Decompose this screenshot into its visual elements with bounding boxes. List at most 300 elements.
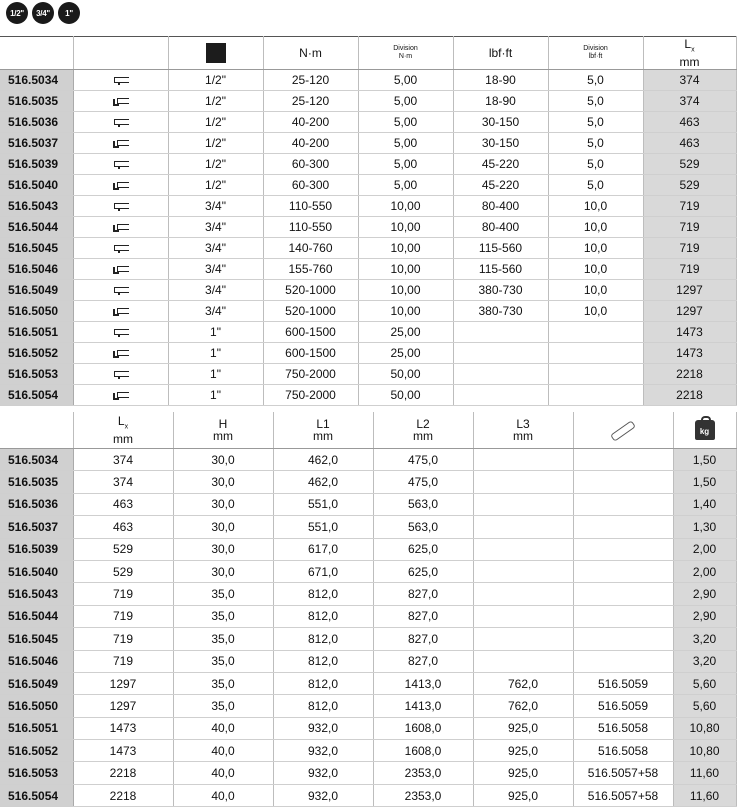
fixed-head-wrench-icon [113,328,129,338]
dimensions-table [0,412,737,807]
lbfft-range-cell: 115-560 [453,259,548,280]
length-cell: 719 [643,217,736,238]
pin-header [573,412,673,449]
l1-cell: 551,0 [273,493,373,515]
l3-cell: 762,0 [473,672,573,694]
division-nm-cell: 5,00 [358,175,453,196]
table-row [0,672,736,694]
code-cell: 516.5052 [0,740,73,762]
pin-cell [573,449,673,471]
division-lbfft-cell: 10,0 [548,196,643,217]
fixed-head-wrench-icon [113,160,129,170]
length-cell: 719 [73,605,173,627]
ratchet-head-wrench-icon [113,181,129,191]
code-cell: 516.5045 [0,628,73,650]
table-row [0,493,736,515]
weight-cell: 1,40 [673,493,736,515]
length-header: $L_x$ mm [643,37,736,70]
table-row [0,449,736,471]
l3-cell [473,650,573,672]
h-cell: 40,0 [173,762,273,784]
l1-cell: 462,0 [273,449,373,471]
table-row [0,238,736,259]
length-cell: 1473 [643,343,736,364]
table-row [0,471,736,493]
code-header [0,37,73,70]
table-row [0,762,736,784]
length-cell: 2218 [73,784,173,806]
length-cell: 1473 [643,322,736,343]
nm-range-cell: 40-200 [263,133,358,154]
l3-cell [473,493,573,515]
pin-cell [573,605,673,627]
lbfft-range-cell: 45-220 [453,154,548,175]
weight-cell: 3,20 [673,628,736,650]
length-cell: 529 [73,560,173,582]
drive-cell: 3/4" [168,259,263,280]
pin-icon [610,420,636,441]
table-row [0,583,736,605]
l3-cell [473,605,573,627]
weight-cell: 11,60 [673,762,736,784]
h-cell: 30,0 [173,538,273,560]
length-cell: 2218 [643,385,736,406]
fixed-head-wrench-icon [113,118,129,128]
division-nm-cell: 50,00 [358,364,453,385]
ratchet-head-wrench-icon [113,97,129,107]
type-cell [73,70,168,91]
nm-range-cell: 520-1000 [263,301,358,322]
l2-cell: 1608,0 [373,740,473,762]
table-row [0,628,736,650]
ratchet-head-wrench-icon [113,349,129,359]
table-row [0,560,736,582]
length-cell: 719 [643,238,736,259]
fixed-head-wrench-icon [113,244,129,254]
h-cell: 35,0 [173,583,273,605]
lbfft-range-cell: 30-150 [453,133,548,154]
weight-cell: 2,00 [673,538,736,560]
l3-cell [473,628,573,650]
length-cell: 1297 [643,301,736,322]
length-cell: 1473 [73,717,173,739]
lbfft-range-cell: 45-220 [453,175,548,196]
lbfft-range-cell [453,385,548,406]
lbfft-range-cell [453,364,548,385]
division-lbfft-cell: 5,0 [548,112,643,133]
pin-cell: 516.5058 [573,717,673,739]
table-row [0,385,736,406]
type-cell [73,112,168,133]
code-header [0,412,73,449]
length-cell: 374 [73,449,173,471]
fixed-head-wrench-icon [113,370,129,380]
length-cell: 1473 [73,740,173,762]
l1-cell: 932,0 [273,740,373,762]
type-cell [73,343,168,364]
l2-cell: 1413,0 [373,695,473,717]
table-row [0,70,736,91]
nm-range-cell: 40-200 [263,112,358,133]
fixed-head-wrench-icon [113,286,129,296]
table-row [0,650,736,672]
drive-cell: 1" [168,364,263,385]
type-cell [73,91,168,112]
type-cell [73,133,168,154]
code-cell: 516.5034 [0,449,73,471]
lbfft-range-cell: 80-400 [453,196,548,217]
table-row [0,784,736,806]
type-cell [73,238,168,259]
l2-cell: 475,0 [373,449,473,471]
pin-cell [573,560,673,582]
type-cell [73,301,168,322]
division-nm-cell: 5,00 [358,133,453,154]
h-cell: 35,0 [173,650,273,672]
table-row [0,717,736,739]
drive-cell: 1/2" [168,70,263,91]
division-lbfft-cell: 5,0 [548,91,643,112]
division-lbfft-cell: 5,0 [548,70,643,91]
division-nm-cell: 5,00 [358,91,453,112]
drive-cell: 3/4" [168,238,263,259]
division-lbfft-cell [548,385,643,406]
code-cell: 516.5043 [0,196,73,217]
pin-cell [573,493,673,515]
type-header [73,37,168,70]
l1-cell: 932,0 [273,762,373,784]
h-header: H mm [173,412,273,449]
type-cell [73,259,168,280]
l1-cell: 812,0 [273,672,373,694]
division-nm-cell: 5,00 [358,154,453,175]
division-lbfft-cell: 10,0 [548,217,643,238]
code-cell: 516.5036 [0,493,73,515]
nm-range-cell: 520-1000 [263,280,358,301]
h-cell: 40,0 [173,740,273,762]
h-cell: 35,0 [173,672,273,694]
l2-cell: 2353,0 [373,784,473,806]
length-cell: 463 [643,133,736,154]
ratchet-head-wrench-icon [113,307,129,317]
length-cell: 719 [73,650,173,672]
torque-specs-table [0,36,737,406]
length-cell: 463 [73,516,173,538]
code-cell: 516.5053 [0,762,73,784]
code-cell: 516.5035 [0,91,73,112]
length-cell: 374 [73,471,173,493]
l3-cell: 762,0 [473,695,573,717]
weight-cell: 1,50 [673,449,736,471]
nm-range-cell: 110-550 [263,217,358,238]
pin-cell [573,471,673,493]
nm-range-cell: 155-760 [263,259,358,280]
l3-cell: 925,0 [473,762,573,784]
table-row [0,91,736,112]
weight-kg-icon: kg [695,420,715,440]
square-drive-header [168,37,263,70]
l1-cell: 671,0 [273,560,373,582]
division-nm-header: Division N·m [358,37,453,70]
code-cell: 516.5054 [0,385,73,406]
code-cell: 516.5036 [0,112,73,133]
length-cell: 1297 [73,695,173,717]
length-cell: 463 [73,493,173,515]
drive-cell: 1/2" [168,91,263,112]
table-header-row [0,412,736,449]
code-cell: 516.5051 [0,717,73,739]
lbfft-range-cell: 380-730 [453,280,548,301]
h-cell: 30,0 [173,493,273,515]
code-cell: 516.5050 [0,695,73,717]
l3-cell: 925,0 [473,784,573,806]
table-row [0,280,736,301]
length-cell: 1297 [643,280,736,301]
code-cell: 516.5049 [0,672,73,694]
square-drive-icon [206,43,226,63]
length-cell: 374 [643,70,736,91]
ratchet-head-wrench-icon [113,139,129,149]
division-lbfft-cell: 10,0 [548,301,643,322]
l2-header: L2 mm [373,412,473,449]
table-row [0,322,736,343]
type-cell [73,175,168,196]
l1-cell: 812,0 [273,695,373,717]
length-cell: 719 [643,259,736,280]
l1-cell: 617,0 [273,538,373,560]
l1-cell: 812,0 [273,583,373,605]
pin-cell: 516.5059 [573,672,673,694]
code-cell: 516.5034 [0,70,73,91]
drive-size-badges [6,2,80,24]
h-cell: 35,0 [173,605,273,627]
weight-cell: 2,90 [673,605,736,627]
weight-header [673,412,736,449]
l3-cell [473,560,573,582]
l1-header: L1 mm [273,412,373,449]
lbfft-range-cell: 80-400 [453,217,548,238]
lbfft-range-cell: 115-560 [453,238,548,259]
l2-cell: 1608,0 [373,717,473,739]
code-cell: 516.5044 [0,217,73,238]
length-cell: 529 [73,538,173,560]
code-cell: 516.5039 [0,154,73,175]
code-cell: 516.5053 [0,364,73,385]
code-cell: 516.5037 [0,516,73,538]
division-nm-cell: 10,00 [358,280,453,301]
ratchet-head-wrench-icon [113,391,129,401]
drive-cell: 3/4" [168,196,263,217]
h-cell: 30,0 [173,560,273,582]
drive-cell: 3/4" [168,217,263,238]
weight-cell: 3,20 [673,650,736,672]
nm-range-cell: 750-2000 [263,385,358,406]
type-cell [73,154,168,175]
code-cell: 516.5046 [0,259,73,280]
division-lbfft-cell: 10,0 [548,238,643,259]
division-lbfft-cell: 5,0 [548,175,643,196]
code-cell: 516.5049 [0,280,73,301]
weight-cell: 2,90 [673,583,736,605]
division-nm-cell: 10,00 [358,217,453,238]
division-lbfft-header: Division lbf·ft [548,37,643,70]
division-lbfft-cell [548,322,643,343]
l1-cell: 812,0 [273,605,373,627]
nm-range-cell: 600-1500 [263,322,358,343]
code-cell: 516.5050 [0,301,73,322]
pin-cell [573,628,673,650]
drive-cell: 1" [168,343,263,364]
ratchet-head-wrench-icon [113,265,129,275]
code-cell: 516.5052 [0,343,73,364]
h-cell: 30,0 [173,449,273,471]
nm-range-cell: 25-120 [263,70,358,91]
code-cell: 516.5044 [0,605,73,627]
code-cell: 516.5035 [0,471,73,493]
l1-cell: 812,0 [273,650,373,672]
l2-cell: 827,0 [373,650,473,672]
lbfft-range-cell [453,343,548,364]
drive-cell: 3/4" [168,301,263,322]
code-cell: 516.5046 [0,650,73,672]
h-cell: 40,0 [173,717,273,739]
l3-cell [473,449,573,471]
pin-cell: 516.5059 [573,695,673,717]
table-row [0,740,736,762]
l2-cell: 475,0 [373,471,473,493]
l2-cell: 563,0 [373,493,473,515]
type-cell [73,364,168,385]
h-cell: 40,0 [173,784,273,806]
length-cell: 529 [643,175,736,196]
division-nm-cell: 10,00 [358,196,453,217]
drive-cell: 1/2" [168,133,263,154]
weight-cell: 2,00 [673,560,736,582]
length-cell: 1297 [73,672,173,694]
l3-cell: 925,0 [473,717,573,739]
table-header-row [0,37,736,70]
nm-range-cell: 600-1500 [263,343,358,364]
weight-cell: 1,30 [673,516,736,538]
l3-cell [473,538,573,560]
pin-cell [573,650,673,672]
nm-range-cell: 110-550 [263,196,358,217]
table-row [0,217,736,238]
division-nm-cell: 5,00 [358,112,453,133]
division-nm-cell: 25,00 [358,322,453,343]
drive-cell: 3/4" [168,280,263,301]
l3-cell [473,471,573,493]
l1-cell: 551,0 [273,516,373,538]
lbfft-range-cell [453,322,548,343]
table-row [0,516,736,538]
code-cell: 516.5037 [0,133,73,154]
table-row [0,538,736,560]
l2-cell: 625,0 [373,560,473,582]
code-cell: 516.5040 [0,560,73,582]
l2-cell: 563,0 [373,516,473,538]
weight-cell: 5,60 [673,672,736,694]
division-nm-cell: 10,00 [358,301,453,322]
h-cell: 35,0 [173,628,273,650]
type-cell [73,385,168,406]
l2-cell: 827,0 [373,628,473,650]
table-row [0,364,736,385]
code-cell: 516.5054 [0,784,73,806]
weight-cell: 5,60 [673,695,736,717]
l1-cell: 932,0 [273,784,373,806]
drive-badge-one: 1" [58,2,80,24]
l1-cell: 462,0 [273,471,373,493]
lbfft-range-cell: 380-730 [453,301,548,322]
pin-cell [573,538,673,560]
pin-cell: 516.5057+58 [573,784,673,806]
l3-header: L3 mm [473,412,573,449]
weight-cell: 1,50 [673,471,736,493]
drive-badge-three-quarter: 3/4" [32,2,54,24]
drive-cell: 1/2" [168,175,263,196]
l3-cell [473,516,573,538]
table-row [0,112,736,133]
nm-range-cell: 25-120 [263,91,358,112]
l3-cell: 925,0 [473,740,573,762]
code-cell: 516.5045 [0,238,73,259]
length-cell: 463 [643,112,736,133]
length-cell: 2218 [73,762,173,784]
l2-cell: 625,0 [373,538,473,560]
h-cell: 30,0 [173,516,273,538]
l2-cell: 1413,0 [373,672,473,694]
l2-cell: 827,0 [373,583,473,605]
drive-cell: 1" [168,322,263,343]
table-row [0,154,736,175]
division-lbfft-cell: 5,0 [548,154,643,175]
code-cell: 516.5040 [0,175,73,196]
nm-range-cell: 60-300 [263,154,358,175]
lbfft-range-cell: 30-150 [453,112,548,133]
ratchet-head-wrench-icon [113,223,129,233]
division-nm-cell: 5,00 [358,70,453,91]
h-cell: 30,0 [173,471,273,493]
drive-cell: 1/2" [168,112,263,133]
division-lbfft-cell [548,364,643,385]
division-nm-cell: 50,00 [358,385,453,406]
table-row [0,196,736,217]
lbfft-range-cell: 18-90 [453,91,548,112]
division-lbfft-cell: 10,0 [548,259,643,280]
pin-cell: 516.5058 [573,740,673,762]
code-cell: 516.5051 [0,322,73,343]
length-cell: 374 [643,91,736,112]
length-cell: 529 [643,154,736,175]
table-row [0,133,736,154]
l1-cell: 812,0 [273,628,373,650]
type-cell [73,280,168,301]
fixed-head-wrench-icon [113,76,129,86]
division-lbfft-cell: 10,0 [548,280,643,301]
length-cell: 719 [643,196,736,217]
l1-cell: 932,0 [273,717,373,739]
length-cell: 719 [73,628,173,650]
type-cell [73,322,168,343]
type-cell [73,217,168,238]
table-row [0,259,736,280]
l2-cell: 2353,0 [373,762,473,784]
l2-cell: 827,0 [373,605,473,627]
length-cell: 719 [73,583,173,605]
table-row [0,343,736,364]
h-cell: 35,0 [173,695,273,717]
